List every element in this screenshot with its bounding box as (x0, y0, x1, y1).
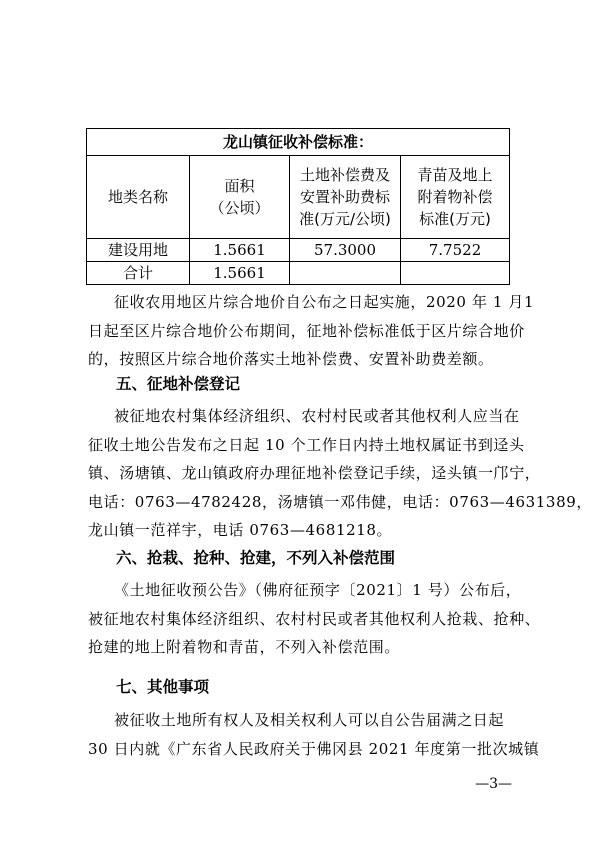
section-heading-6: 六、抢栽、抢种、抢建，不列入补偿范围 (116, 549, 396, 567)
table-row (87, 239, 510, 262)
cell-total-label: 合计 (87, 262, 190, 285)
paragraph-exclusion: 《土地征收预公告》（佛府征预字〔2021〕1 号）公布后， 被征地农村集体经济组织、农村村民或者其他权利人抢栽、抢种、 抢建的地上附着物和青苗，不列入补偿范围。 (88, 581, 541, 656)
section-heading-7: 七、其他事项 (116, 678, 210, 696)
cell-area: 1.5661 (190, 239, 290, 262)
section-heading-5: 五、征地补偿登记 (116, 375, 241, 393)
paragraph-registration: 被征地农村集体经济组织、农村村民或者其他权利人应当在 征收土地公告发布之日起 10 个工作日内持土地权属证书到迳头 镇、汤塘镇、龙山镇政府办理征地补偿登记手续，迳头镇一邝宁， 电话：0763—4782428，汤塘镇一邓伟健，电话：0763—4631389， 龙山镇一范祥宇，电话 0763—4681218。 (88, 407, 592, 539)
compensation-table (86, 128, 510, 285)
cell-land-type: 建设用地 (87, 239, 190, 262)
header-land-compensation: 土地补偿费及 安置补助费标 准(万元/公顷) (290, 156, 401, 239)
cell-crop-compensation: 7.7522 (401, 239, 510, 262)
paragraph-price-policy: 征收农用地区片综合地价自公布之日起实施，2020 年 1 月1 日起至区片综合地价公布期间，征地补偿标准低于区片综合地价 的，按照区片综合地价落实土地补偿费、安置补助费差额。 (88, 293, 535, 368)
table-row-total (87, 262, 510, 285)
header-area: 面积 （公顷） (190, 156, 290, 239)
cell-total-crop-compensation (401, 262, 510, 285)
paragraph-other-matters: 被征收土地所有权人及相关权利人可以自公告届满之日起 30 日内就《广东省人民政府关于佛冈县 2021 年度第一批次城镇 (88, 711, 540, 758)
header-land-type: 地类名称 (87, 156, 190, 239)
header-crop-compensation: 青苗及地上 附着物补偿 标准(万元) (401, 156, 510, 239)
table-title: 龙山镇征收补偿标准： (87, 129, 510, 156)
cell-land-compensation: 57.3000 (290, 239, 401, 262)
cell-total-area: 1.5661 (190, 262, 290, 285)
page-number: —3— (475, 776, 512, 792)
cell-total-land-compensation (290, 262, 401, 285)
